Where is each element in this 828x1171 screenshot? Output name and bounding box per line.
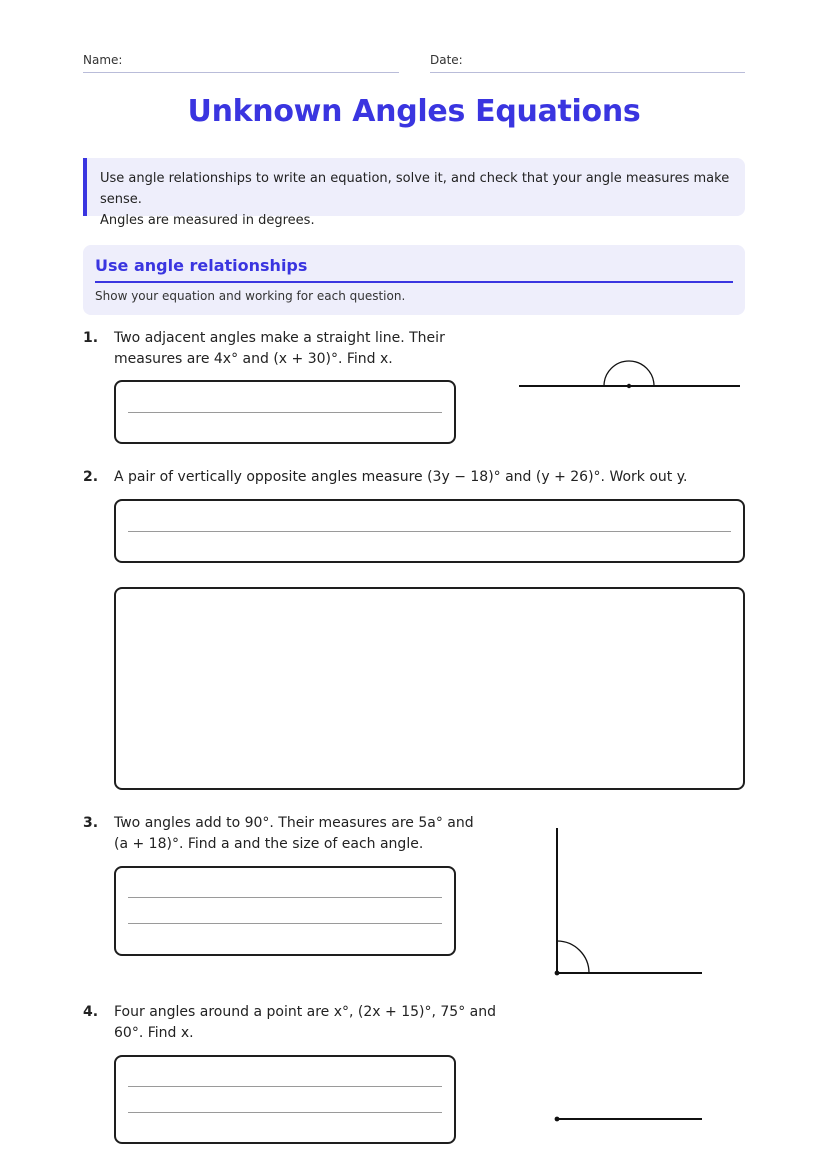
date-field[interactable] [430, 72, 745, 73]
instructions-line-1: Use angle relationships to write an equation, solve it, and check that your angle measures make sense. [100, 171, 730, 207]
question-3-text [114, 813, 474, 855]
name-label: Name: [83, 53, 123, 67]
answer-line [128, 531, 731, 532]
section-divider [95, 281, 733, 283]
question-2-answer-box[interactable] [114, 499, 745, 563]
question-1-answer-box[interactable] [114, 380, 456, 444]
question-4-number: 4. [83, 1004, 99, 1020]
question-1-text [114, 328, 445, 370]
question-4-line-1: Four angles around a point are x°, (2x + 15)°, 75° and [114, 1004, 496, 1020]
answer-line [128, 1086, 442, 1087]
angle-arc [604, 361, 654, 386]
instructions-box [83, 158, 745, 228]
question-3-line-1: Two angles add to 90°. Their measures are 5a° and [114, 815, 474, 831]
question-1-line-1: Two adjacent angles make a straight line. Their [114, 330, 445, 346]
question-3-line-2: (a + 18)°. Find a and the size of each angle. [114, 836, 424, 852]
straight-line-angle-diagram [518, 358, 742, 390]
question-3-number: 3. [83, 815, 99, 831]
answer-line [128, 897, 442, 898]
question-3-answer-box[interactable] [114, 866, 456, 956]
name-field[interactable] [83, 72, 399, 73]
instructions-line-2: Angles are measured in degrees. [100, 213, 315, 228]
vertex-point [627, 384, 631, 388]
page-title: Unknown Angles Equations [187, 94, 641, 129]
section-header [83, 245, 745, 315]
right-angle-diagram [548, 826, 708, 978]
question-1-number: 1. [83, 330, 99, 346]
date-label: Date: [430, 53, 463, 67]
answer-line [128, 412, 442, 413]
question-2-working-box[interactable] [114, 587, 745, 790]
vertex-point [555, 971, 560, 976]
question-2-number: 2. [83, 469, 99, 485]
answer-line [128, 923, 442, 924]
question-4-answer-box[interactable] [114, 1055, 456, 1144]
question-4-line-2: 60°. Find x. [114, 1025, 194, 1041]
answer-line [128, 1112, 442, 1113]
section-subtitle: Show your equation and working for each question. [95, 289, 406, 303]
angles-around-point-diagram [548, 1112, 708, 1126]
vertex-point [555, 1117, 560, 1122]
angle-arc [557, 941, 589, 973]
section-title: Use angle relationships [95, 256, 308, 275]
question-4-text [114, 1002, 496, 1044]
question-1-line-2: measures are 4x° and (x + 30)°. Find x. [114, 351, 393, 367]
question-2-text: A pair of vertically opposite angles measure (3y − 18)° and (y + 26)°. Work out y. [114, 469, 688, 485]
